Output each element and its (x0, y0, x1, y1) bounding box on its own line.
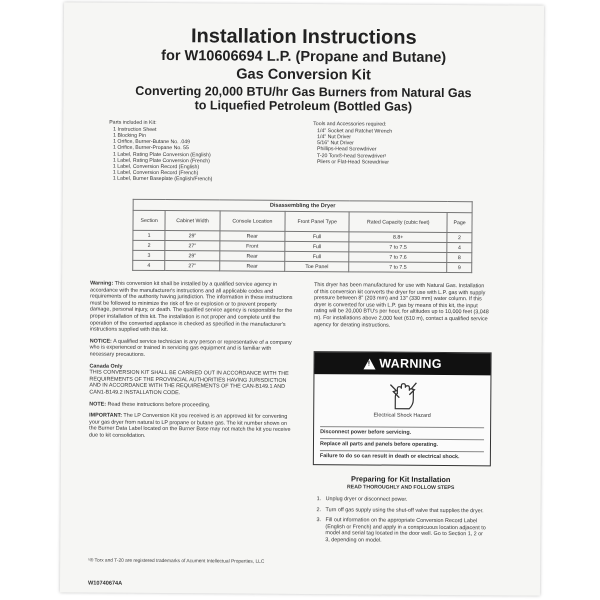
tools-item: 5/16" Nut Driver (317, 140, 354, 147)
table-header-cell: Front Panel Type (285, 211, 349, 231)
note-paragraph (89, 401, 294, 409)
tools-item: T-20 Torx®-head Screwdriver¹ (316, 152, 387, 160)
important-text: The LP Conversion Kit you received is an approved kit for converting your gas dryer from natural to LP propane or butane gas. The kit number shown on the Burner Data Label located on the Burner Base may not match the kit you receive due to kit consolidation. (89, 412, 291, 439)
table-cell: 2 (447, 233, 472, 243)
prep-step (317, 496, 487, 504)
prep-step (316, 517, 486, 545)
table-header-cell: Console Location (220, 211, 285, 231)
document-subtitle-target-gas: to Liquefied Petroleum (Bottled Gas) (194, 98, 413, 114)
instruction-sheet (60, 2, 544, 595)
trademark-footnote: ¹® Torx and T-20 are registered trademarks of Acument Intellectual Properties, LLC (88, 558, 265, 565)
table-cell: Rear (220, 231, 285, 241)
warning-triangle-icon: ! (363, 358, 375, 369)
warning-line: Failure to do so can result in death or electrical shock. (320, 450, 484, 460)
prep-steps (316, 496, 486, 549)
table-header-cell: Section (133, 210, 165, 230)
warning-line: Disconnect power before servicing. (320, 426, 484, 436)
canada-label: Canada Only (89, 363, 123, 370)
tools-list (313, 121, 483, 166)
tools-item: 1/4" Nut Driver (317, 134, 351, 141)
table-cell: Rear (219, 251, 284, 261)
parts-list (109, 120, 269, 184)
table-cell: 29" (165, 251, 219, 261)
table-row (133, 260, 472, 272)
table-cell: Full (285, 241, 349, 251)
table-cell: 8 (447, 253, 472, 263)
table-cell: 29" (165, 231, 219, 241)
prep-step-number: 3. (316, 517, 321, 524)
intro-paragraph (314, 282, 490, 334)
table-cell: 4 (447, 243, 472, 253)
prep-step-number: 1. (316, 496, 322, 503)
notice-label: NOTICE: (89, 338, 112, 345)
table-header-cell: Cabinet Width (165, 211, 220, 231)
parts-item: 1 Label, Rating Plate Conversion (French) (112, 157, 210, 165)
warning-label: Warning: (90, 280, 114, 287)
warning-bar (314, 352, 490, 375)
table-caption: Disassembling the Dryer (133, 199, 472, 212)
table-cell: 7 to 7.5 (349, 242, 447, 253)
document-title: Installation Instructions (190, 25, 417, 49)
table-cell: 3 (133, 250, 165, 260)
note-text: Read these instructions before proceeding. (107, 401, 211, 408)
table-cell: 27" (165, 261, 219, 271)
parts-item: 1 Label, Conversion Record (English) (112, 163, 200, 171)
table-cell: 7 to 7.6 (349, 252, 447, 263)
parts-item: 1 Orifice, Burner-Propane No. 55 (113, 144, 189, 152)
prep-step-text: Fill out information on the appropriate Conversion Record Label (English or French) and apply in a conspicuous location adjacent to model and serial tag located in the door well. Go to Section 1, 2 or 3, depending on model. (325, 517, 486, 544)
parts-item: 1 Label, Rating Plate Conversion (English) (112, 151, 211, 158)
table-cell: 9 (447, 263, 472, 273)
warning-box (313, 351, 492, 466)
prep-subtitle: READ THOROUGHLY AND FOLLOW STEPS (347, 484, 455, 492)
prep-step (317, 507, 487, 515)
table-header-row (133, 210, 472, 232)
left-column (89, 281, 295, 446)
table-cell: 2 (133, 240, 165, 250)
prep-step-text: Turn off gas supply using the shut-off valve that supplies the dryer. (325, 506, 484, 514)
table-cell: 27" (165, 241, 219, 251)
parts-item: 1 Label, Burner Baseplate (English/French) (112, 176, 213, 183)
table-cell: Toe Panel (285, 261, 349, 271)
tools-list-heading: Tools and Accessories required: (313, 121, 387, 128)
table-cell: Full (285, 251, 349, 261)
tools-item: Phillips-Head Screwdriver (317, 146, 377, 153)
warning-text: This conversion kit shall be installed by a qualified service agency in accordance with the manufacturer's instructions and all applicable codes and requirements of the authority having jurisdiction. The information in these instructions must be followed to minimize the risk of fire or explosion or to prevent property damage, personal injury, or death. The qualified service agency is responsible for the proper installation of this kit. The installation is not proper and complete until the operation of the converted appliance is checked as specified in the manufacturer's instructions supplied with this kit. (89, 280, 293, 334)
prep-title: Preparing for Kit Installation (351, 474, 451, 485)
document-subtitle-kit-name: Gas Conversion Kit (236, 66, 371, 84)
document-part-number: W10740674A (87, 580, 123, 587)
prep-step-text: Unplug dryer or disconnect power. (325, 496, 408, 503)
parts-item: 1 Blocking Pin (113, 132, 147, 139)
note-label: NOTE: (89, 401, 107, 408)
canada-paragraph (89, 363, 294, 397)
electrical-shock-hazard-icon (386, 381, 420, 411)
tools-item: Pliers or Flat-Head Screwdriver (316, 158, 390, 166)
parts-item: 1 Orifice, Burner-Butane No. .049 (113, 138, 191, 146)
table-cell: Full (285, 231, 349, 241)
parts-list-heading: Parts included in Kit: (109, 119, 157, 126)
prep-step-number: 2. (316, 506, 322, 513)
hazard-label: Electrical Shock Hazard (373, 412, 431, 419)
notice-text: A qualified service technician is any person or representative of a company who is experienced or trained in servicing gas equipment and is familiar with necessary precautions. (89, 338, 292, 358)
table-header-cell: Page (447, 213, 472, 233)
canada-text: THIS CONVERSION KIT SHALL BE CARRIED OUT IN ACCORDANCE WITH THE REQUIREMENTS OF THE PROVINCIAL AUTHORITIES HAVING JURISDICTION AND IN ACCORDANCE WITH THE REQUIREMENTS OF THE CAN-B149.1 AND CAN1-B149.2 INSTALLATION CODE. (89, 369, 289, 397)
table-header-cell: Rated Capacity (cubic feet) (349, 212, 447, 233)
parts-item: 1 Instruction Sheet (113, 126, 157, 133)
document-subtitle-converting: Converting 20,000 BTU/hr Gas Burners from Natural Gas (135, 83, 472, 101)
document-subtitle-kit: for W10606694 L.P. (Propane and Butane) (161, 48, 447, 67)
important-paragraph (89, 413, 294, 441)
important-label: IMPORTANT: (89, 412, 123, 419)
warning-line: Replace all parts and panels before operating. (320, 438, 484, 448)
disassembly-table (132, 199, 472, 273)
intro-text: This dryer has been manufactured for use with Natural Gas. Installation of this conversion kit converts the dryer for use with L.P. gas with supply pressure between 8" (203 mm) and 13" (330 mm) water column. If this dryer is converted for use with L.P. gas by means of this kit, the input rating will be 20,000 BTU's per hour, for altitudes up to 10,000 feet (3,048 m). For installations above 2,000 feet (610 m), contact a qualified service agency for derating instructions. (313, 282, 489, 329)
parts-item: 1 Label, Conversion Record (French) (112, 169, 199, 177)
table-cell: Rear (219, 261, 284, 271)
notice-paragraph (90, 338, 295, 359)
warning-bar-label: WARNING (379, 356, 442, 371)
table-cell: 4 (133, 260, 165, 270)
table-cell: 8.8+ (349, 232, 447, 243)
table-cell: 1 (133, 230, 165, 240)
table-cell: Front (220, 241, 285, 251)
tools-item: 1/4" Socket and Ratchet Wrench (317, 127, 393, 135)
table-cell: 7 to 7.5 (349, 262, 447, 273)
warning-paragraph (90, 281, 295, 335)
